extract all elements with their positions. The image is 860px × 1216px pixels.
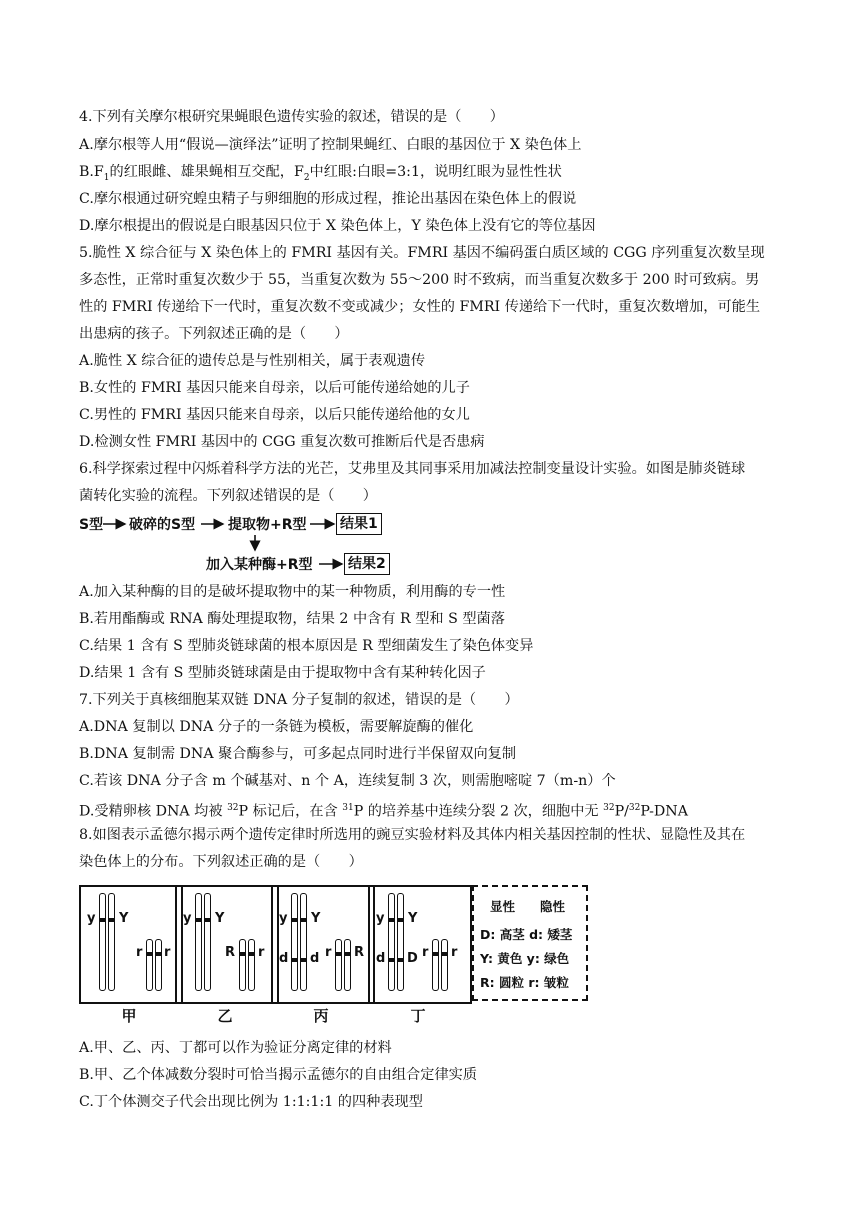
- q8-option-b: B.甲、乙个体减数分裂时可恰当揭示孟德尔的自由组合定律实质: [79, 1067, 478, 1083]
- gene-label: y: [279, 911, 288, 926]
- q5-option-b: B.女性的 FMRI 基因只能来自母亲，以后可能传递给她的儿子: [79, 380, 470, 396]
- gene-label: r: [451, 945, 458, 960]
- q8-option-a: A.甲、乙、丙、丁都可以作为验证分离定律的材料: [79, 1040, 392, 1056]
- legend-row-color: Y: 黄色 y: 绿色: [480, 951, 570, 966]
- flow-enzyme: 加入某种酶+R型: [206, 557, 313, 573]
- flow-result2: 结果2: [344, 553, 390, 575]
- q7-option-b: B.DNA 复制需 DNA 聚合酶参与，可多起点同时进行半保留双向复制: [79, 746, 517, 762]
- q5-stem-line2: 多态性，正常时重复次数少于 55，当重复次数为 55～200 时不致病，而当重复次数多于 200 时可致病。男: [79, 272, 760, 288]
- gene-label: r: [325, 945, 332, 960]
- chromosome: [344, 939, 351, 991]
- flow-s-type: S型: [79, 517, 104, 533]
- gene-label: y: [376, 911, 385, 926]
- chromosome: [239, 939, 246, 991]
- q4-stem: 4.下列有关摩尔根研究果蝇眼色遗传实验的叙述，错误的是（ ）: [79, 109, 504, 125]
- gene-label: Y: [215, 911, 225, 926]
- trait-legend: [472, 885, 588, 1001]
- q4-option-b: $B.F_1$的红眼雌、雄果蝇相互交配，$F_2$中红眼:白眼=3:1，说明红眼为显性性状: [79, 164, 562, 183]
- chromosome: [248, 939, 255, 991]
- q4-option-c: C.摩尔根通过研究蝗虫精子与卵细胞的形成过程，推论出基因在染色体上的假说: [79, 191, 577, 207]
- panel-label-yi: 乙: [217, 1007, 233, 1025]
- q6-option-a: A.加入某种酶的目的是破坏提取物中的某一种物质，利用酶的专一性: [79, 584, 506, 600]
- q6-option-c: C.结果 1 含有 S 型肺炎链球菌的根本原因是 R 型细菌发生了染色体变异: [79, 638, 534, 654]
- q6-stem-line1: 6.科学探索过程中闪烁着科学方法的光芒，艾弗里及其同事采用加减法控制变量设计实验。如图是肺炎链球: [79, 461, 746, 477]
- chromosome: [291, 893, 298, 991]
- legend-row-shape: R: 圆粒 r: 皱粒: [480, 975, 569, 990]
- q7-option-c: C.若该 DNA 分子含 m 个碱基对、n 个 A，连续复制 3 次，则需胞嘧啶 7（m-n）个: [79, 773, 616, 789]
- gene-label: R: [225, 945, 236, 960]
- panel-bing: [271, 885, 375, 1004]
- gene-label: Y: [119, 911, 129, 926]
- legend-row-height: D: 高茎 d: 矮茎: [480, 927, 573, 942]
- transformation-flowchart: [79, 513, 409, 575]
- q6-stem-line2: 菌转化实验的流程。下列叙述错误的是（ ）: [79, 488, 377, 504]
- q8-stem-line1: 8.如图表示孟德尔揭示两个遗传定律时所选用的豌豆实验材料及其体内相关基因控制的性状、显隐性及其在: [79, 827, 746, 843]
- chromosome: [146, 939, 153, 991]
- q6-option-d: D.结果 1 含有 S 型肺炎链球菌是由于提取物中含有某种转化因子: [79, 665, 486, 681]
- chromosome: [204, 893, 211, 991]
- panel-yi: [175, 885, 279, 1004]
- panel-jia: [79, 885, 183, 1004]
- gene-label: d: [376, 951, 386, 966]
- chromosome: [441, 939, 448, 991]
- q4-option-d: D.摩尔根提出的假说是白眼基因只位于 X 染色体上，Y 染色体上没有它的等位基因: [79, 218, 596, 234]
- flow-broken-s: 破碎的S型: [129, 517, 196, 533]
- chromosome: [99, 893, 106, 991]
- chromosome: [108, 893, 115, 991]
- panel-label-jia: 甲: [121, 1007, 137, 1025]
- gene-label: R: [354, 945, 365, 960]
- gene-label: d: [279, 951, 289, 966]
- panel-label-bing: 丙: [313, 1007, 329, 1025]
- q7-stem: 7.下列关于真核细胞某双链 DNA 分子复制的叙述，错误的是（ ）: [79, 692, 519, 708]
- q7-option-d: D.受精卵核 DNA 均被 $^{32}$P 标记后，在含 $^{31}$P 的培养基中连续分裂 2 次，细胞中无 $^{32}$P/$^{32}$P-DNA: [79, 803, 688, 820]
- chromosome: [335, 939, 342, 991]
- flow-result1: 结果1: [336, 513, 382, 535]
- gene-label: D: [407, 951, 418, 966]
- panel-label-ding: 丁: [410, 1007, 426, 1025]
- q6-option-b: B.若用酯酶或 RNA 酶处理提取物，结果 2 中含有 R 型和 S 型菌落: [79, 611, 505, 627]
- flow-extract: 提取物+R型: [228, 517, 307, 533]
- gene-label: Y: [311, 911, 321, 926]
- legend-header-dominant: 显性: [490, 899, 516, 914]
- gene-label: Y: [408, 911, 418, 926]
- q7-option-a: A.DNA 复制以 DNA 分子的一条链为模板，需要解旋酶的催化: [79, 719, 474, 735]
- chromosome: [397, 893, 404, 991]
- q8-option-c: C.丁个体测交子代会出现比例为 1:1:1:1 的四种表现型: [79, 1094, 423, 1110]
- gene-label: d: [310, 951, 320, 966]
- gene-label: r: [164, 945, 171, 960]
- q5-stem-line3: 性的 FMRI 传递给下一代时，重复次数不变或减少；女性的 FMRI 传递给下一代时，重复次数增加，可能生: [79, 299, 761, 315]
- q5-option-d: D.检测女性 FMRI 基因中的 CGG 重复次数可推断后代是否患病: [79, 434, 485, 450]
- gene-label: r: [258, 945, 265, 960]
- gene-label: r: [136, 945, 143, 960]
- gene-label: y: [183, 911, 192, 926]
- q5-option-a: A.脆性 X 综合征的遗传总是与性别相关，属于表观遗传: [79, 353, 426, 369]
- legend-header-recessive: 隐性: [540, 899, 566, 914]
- q5-stem-line4: 出患病的孩子。下列叙述正确的是（ ）: [79, 326, 349, 342]
- q5-stem-line1: 5.脆性 X 综合征与 X 染色体上的 FMRI 基因有关。FMRI 基因不编码蛋白质区域的 CGG 序列重复次数呈现: [79, 245, 765, 261]
- gene-label: r: [422, 945, 429, 960]
- chromosome: [388, 893, 395, 991]
- q4-option-a: A.摩尔根等人用“假说—演绎法”证明了控制果蝇红、白眼的基因位于 X 染色体上: [79, 137, 582, 153]
- chromosome: [155, 939, 162, 991]
- chromosome: [195, 893, 202, 991]
- gene-chromosome-figure: [79, 880, 589, 1025]
- q5-option-c: C.男性的 FMRI 基因只能来自母亲，以后只能传递给他的女儿: [79, 407, 470, 423]
- gene-label: y: [87, 911, 96, 926]
- chromosome: [300, 893, 307, 991]
- chromosome: [432, 939, 439, 991]
- panel-ding: [368, 885, 472, 1004]
- q8-stem-line2: 染色体上的分布。下列叙述正确的是（ ）: [79, 854, 363, 870]
